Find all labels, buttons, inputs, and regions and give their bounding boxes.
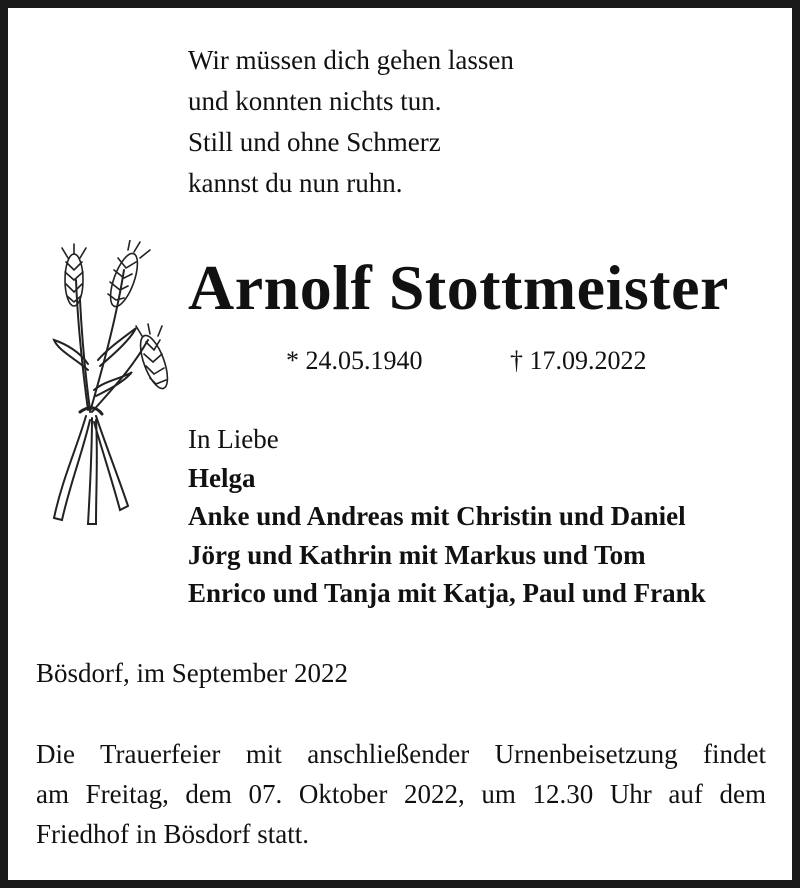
birth-date: * 24.05.1940 [286, 346, 423, 375]
poem-line: Still und ohne Schmerz [188, 127, 441, 157]
wheat-bundle-icon [36, 240, 176, 530]
funeral-line: am Freitag, dem 07. Oktober 2022, um 12.30 Uhr auf dem [36, 779, 766, 809]
funeral-info [36, 734, 766, 854]
family-member: Anke und Andreas mit Christin und Daniel [188, 501, 686, 531]
family-member: Jörg und Kathrin mit Markus und Tom [188, 539, 646, 570]
poem [188, 40, 514, 204]
family-member: Helga [188, 462, 256, 493]
family-intro: In Liebe [188, 424, 279, 454]
death-date: † 17.09.2022 [510, 346, 647, 375]
obituary-notice [8, 8, 792, 880]
deceased-name: Arnolf Stottmeister [188, 252, 729, 323]
funeral-line: Die Trauerfeier mit anschließender Urnenbeisetzung findet [36, 739, 766, 769]
family-list [188, 420, 706, 613]
poem-line: kannst du nun ruhn. [188, 168, 403, 198]
poem-line: Wir müssen dich gehen lassen [188, 45, 514, 75]
family-member: Enrico und Tanja mit Katja, Paul und Frank [188, 578, 706, 608]
poem-line: und konnten nichts tun. [188, 86, 442, 116]
funeral-line: Friedhof in Bösdorf statt. [36, 819, 309, 849]
place-date: Bösdorf, im September 2022 [36, 658, 348, 688]
